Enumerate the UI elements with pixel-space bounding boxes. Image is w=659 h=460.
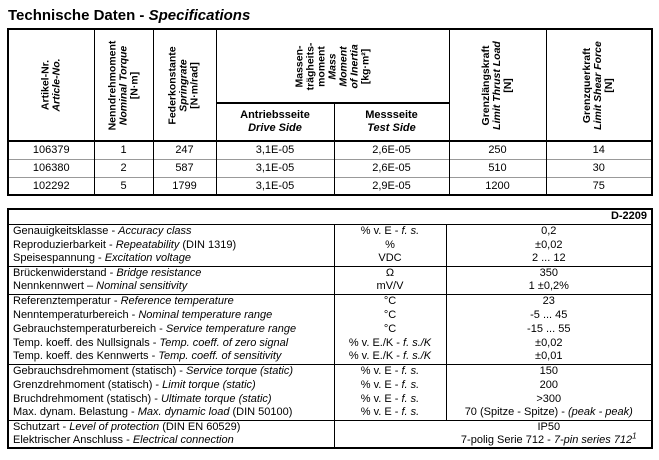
param-unit: °C <box>334 308 446 322</box>
column-header-limit-thrust-load <box>449 29 546 141</box>
param-label: Schutzart - Level of protection (DIN EN 60529) <box>8 420 334 434</box>
param-label: Temp. koeff. des Nullsignals - Temp. coeff. of zero signal <box>8 336 334 350</box>
cell-inertia-drive: 3,1E-05 <box>216 177 334 195</box>
param-value: 23 <box>446 294 652 308</box>
param-unit: % v. E - f. s. <box>334 224 446 238</box>
header-en: Limit Thrust Load <box>490 40 503 130</box>
param-value: 1 ±0,2% <box>528 280 569 293</box>
param-label: Nennkennwert – Nominal sensitivity <box>8 280 334 294</box>
param-label: Reproduzierbarkeit - Repeatability (DIN 1319) <box>8 238 334 252</box>
rotated-text-wrap <box>547 30 652 140</box>
param-row <box>8 420 652 434</box>
rotated-text-wrap <box>450 30 546 140</box>
param-unit: % v. E - f. s. <box>334 364 446 378</box>
param-row <box>8 322 652 336</box>
cell-springrate: 587 <box>153 159 216 177</box>
cell-inertia-drive: 3,1E-05 <box>216 159 334 177</box>
param-label: Max. dynam. Belastung - Max. dynamic load (DIN 50100) <box>8 406 334 420</box>
param-value: 0,2 <box>541 224 557 237</box>
param-label: Grenzdrehmoment (statisch) - Limit torque (static) <box>8 378 334 392</box>
param-row <box>8 266 652 280</box>
param-row <box>8 224 652 238</box>
cell-springrate: 1799 <box>153 177 216 195</box>
header-de: Nenndrehmoment <box>106 40 118 130</box>
spec-row <box>8 141 652 159</box>
param-value: 200 <box>539 378 558 391</box>
column-header-article-no <box>8 29 94 141</box>
cell-inertia-drive: 3,1E-05 <box>216 141 334 159</box>
param-value: 7-polig Serie 712 - 7-pin series $712^1$ <box>460 431 637 446</box>
parameter-table-header-row <box>8 209 652 224</box>
cell-springrate: 247 <box>153 141 216 159</box>
param-label: Speisespannung - Excitation voltage <box>8 252 334 266</box>
header-unit: [N] <box>603 77 616 93</box>
column-header-mass-moment-of-inertia <box>216 29 449 103</box>
param-unit: % v. E./K - f. s./K <box>334 350 446 364</box>
header-en: Moment <box>337 45 349 87</box>
cell-thrust-load: 1200 <box>449 177 546 195</box>
param-unit: % v. E./K - f. s./K <box>334 336 446 350</box>
param-row <box>8 350 652 364</box>
header-en: Mass <box>326 52 338 80</box>
header-de: Massen- <box>293 45 305 88</box>
param-row <box>8 406 652 420</box>
header-en: Test Side <box>367 122 416 134</box>
param-label: Gebrauchsdrehmoment (statisch) - Service torque (static) <box>8 364 334 378</box>
param-label: Bruchdrehmoment (statisch) - Ultimate torque (static) <box>8 392 334 406</box>
param-unit: VDC <box>334 252 446 266</box>
param-unit: % v. E - f. s. <box>334 392 446 406</box>
param-value: ±0,01 <box>535 350 563 363</box>
page-title <box>8 7 659 24</box>
param-unit: mV/V <box>334 280 446 294</box>
header-unit: [kg·m²] <box>359 48 371 84</box>
subheader-test-side <box>334 103 449 141</box>
param-value: 350 <box>446 266 652 280</box>
param-value: IP50 <box>334 420 652 434</box>
subheader-drive-side <box>216 103 334 141</box>
param-row <box>8 280 652 294</box>
header-en: Drive Side <box>248 122 302 134</box>
cell-nominal-torque: 2 <box>94 159 153 177</box>
column-header-limit-shear-force <box>546 29 652 141</box>
footnote-marker: 1 <box>632 431 637 441</box>
header-unit: [N·m/rad] <box>189 61 201 109</box>
param-unit: °C <box>334 322 446 336</box>
cell-inertia-test: 2,9E-05 <box>334 177 449 195</box>
header-de: Grenzquerkraft <box>581 47 594 123</box>
parameter-table <box>7 208 653 449</box>
header-unit: [N] <box>501 77 514 93</box>
param-value: ±0,02 <box>535 336 563 349</box>
header-de: Antriebsseite <box>240 109 310 121</box>
param-value: -5 ... 45 <box>530 308 568 321</box>
page-title-de: Technische Daten - <box>8 7 149 24</box>
param-value: 2 ... 12 <box>531 252 566 265</box>
header-en: Nominal Torque <box>117 45 129 125</box>
param-value: >300 <box>536 392 562 405</box>
param-value: -15 ... 55 <box>527 322 571 335</box>
spec-table <box>7 28 653 196</box>
spec-row <box>8 177 652 195</box>
header-en: of Inertia <box>348 43 360 89</box>
param-row <box>8 434 652 448</box>
cell-article-no: 102292 <box>8 177 94 195</box>
param-row <box>8 336 652 350</box>
param-row <box>8 378 652 392</box>
param-value: 70 (Spitze - Spitze) - (peak - peak) <box>464 406 633 419</box>
param-label: Gebrauchstemperaturbereich - Service temperature range <box>8 322 334 336</box>
param-row <box>8 392 652 406</box>
param-unit: % <box>334 238 446 252</box>
param-value: ±0,02 <box>535 238 563 251</box>
cell-article-no: 106379 <box>8 141 94 159</box>
spec-row <box>8 159 652 177</box>
doc-ref: D-2209 <box>8 209 652 224</box>
param-label: Brückenwiderstand - Bridge resistance <box>8 266 334 280</box>
header-de: Artikel-Nr. <box>39 59 52 111</box>
header-en: Limit Shear Force <box>592 40 605 130</box>
header-de: Messseite <box>365 109 418 121</box>
param-label: Elektrischer Anschluss - Electrical connection <box>8 434 334 448</box>
param-label: Referenztemperatur - Reference temperature <box>8 294 334 308</box>
page-title-en: Specifications <box>148 7 251 24</box>
cell-shear-force: 75 <box>546 177 652 195</box>
column-header-springrate <box>153 29 216 141</box>
cell-shear-force: 30 <box>546 159 652 177</box>
rotated-text-wrap <box>217 30 449 102</box>
header-de: moment <box>315 45 327 87</box>
param-value: 150 <box>446 364 652 378</box>
param-row <box>8 364 652 378</box>
header-en: Springrate <box>178 58 190 112</box>
cell-thrust-load: 250 <box>449 141 546 159</box>
param-label: Nenntemperaturbereich - Nominal temperature range <box>8 308 334 322</box>
rotated-text-wrap <box>9 30 94 140</box>
param-unit: Ω <box>334 266 446 280</box>
param-row <box>8 252 652 266</box>
param-label: Genauigkeitsklasse - Accuracy class <box>8 224 334 238</box>
param-row <box>8 308 652 322</box>
cell-thrust-load: 510 <box>449 159 546 177</box>
header-de: Grenzlängskraft <box>479 45 492 125</box>
rotated-text-wrap <box>154 30 216 140</box>
param-unit: % v. E - f. s. <box>334 406 446 420</box>
header-unit: [N·m] <box>128 71 140 99</box>
column-header-nominal-torque <box>94 29 153 141</box>
param-unit: °C <box>334 294 446 308</box>
param-label: Temp. koeff. des Kennwerts - Temp. coeff. of sensitivity <box>8 350 334 364</box>
cell-inertia-test: 2,6E-05 <box>334 159 449 177</box>
cell-article-no: 106380 <box>8 159 94 177</box>
header-en: Article-No. <box>50 58 63 112</box>
cell-nominal-torque: 1 <box>94 141 153 159</box>
cell-shear-force: 14 <box>546 141 652 159</box>
header-de: trägheits- <box>304 42 316 90</box>
cell-nominal-torque: 5 <box>94 177 153 195</box>
param-row <box>8 238 652 252</box>
rotated-text-wrap <box>95 30 153 140</box>
param-unit: % v. E - f. s. <box>334 378 446 392</box>
cell-inertia-test: 2,6E-05 <box>334 141 449 159</box>
header-de: Federkonstante <box>167 45 179 125</box>
param-row <box>8 294 652 308</box>
